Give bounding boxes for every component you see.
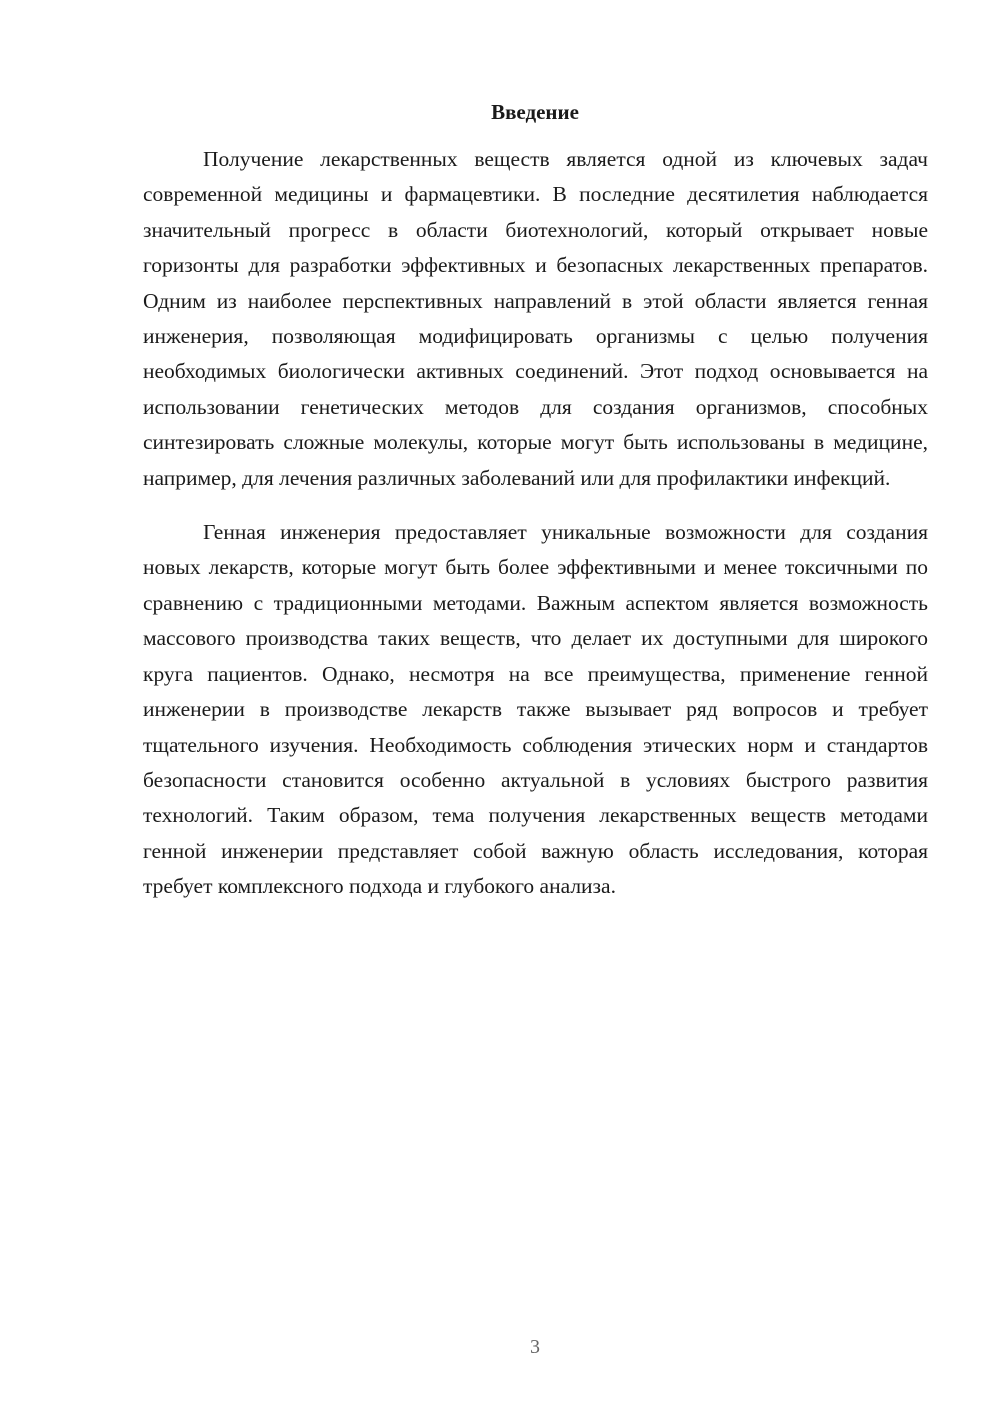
paragraph-2: Генная инженерия предоставляет уникальные возможности для создания новых лекарств, которые могут быть более эффективными и менее токсичными по сравнению с традиционными методами. Важным аспектом является возможность массового производства таких веществ, что делает их доступными для широкого круга пациентов. Однако, несмотря на все преимущества, применение генной инженерии в производстве лекарств также вызывает ряд вопросов и требует тщательного изучения. Необходимость соблюдения этических норм и стандартов безопасности становится особенно актуальной в условиях быстрого развития технологий. Таким образом, тема получения лекарственных веществ методами генной инженерии представляет собой важную область исследования, которая требует комплексного подхода и глубокого анализа. [143,520,928,899]
paragraph-1: Получение лекарственных веществ является одной из ключевых задач современной медицины и фармацевтики. В последние десятилетия наблюдается значительный прогресс в области биотехнологий, который открывает новые горизонты для разработки эффективных и безопасных лекарственных препаратов. Одним из наиболее перспективных направлений в этой области является генная инженерия, позволяющая модифицировать организмы с целью получения необходимых биологически активных соединений. Этот подход основывается на использовании генетических методов для создания организмов, способных синтезировать сложные молекулы, которые могут быть использованы в медицине, например, для лечения различных заболеваний или для профилактики инфекций. [143,147,928,490]
page-number: 3 [530,1336,540,1358]
section-heading: Введение [491,100,579,124]
body-text [143,142,928,905]
